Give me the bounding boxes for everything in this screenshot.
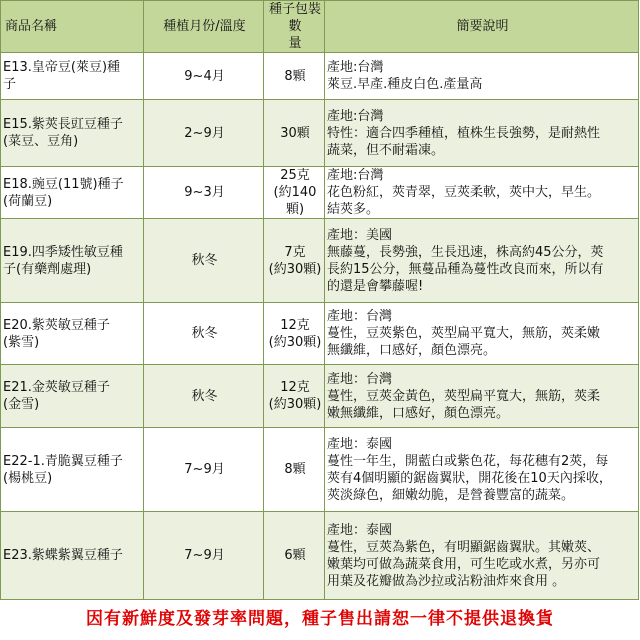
- description-cell: [325, 100, 639, 167]
- header-quantity-line: 種子包裝數: [268, 2, 321, 34]
- season-cell: 9~4月: [144, 53, 264, 100]
- description-cell-line: 花色粉紅，莢青翠，豆莢柔軟，莢中大，早生。: [327, 185, 601, 200]
- season-cell: 9~3月: [144, 167, 264, 219]
- description-cell: [325, 167, 639, 219]
- header-row: [1, 1, 639, 53]
- description-cell: [325, 303, 639, 365]
- product-name-cell: [1, 365, 144, 428]
- description-cell-line: 蔓性，豆莢金黃色，莢型扁平寬大，無筋，莢柔: [327, 388, 601, 404]
- product-name-cell-line: E13.皇帝豆(萊豆)種: [3, 60, 121, 75]
- quantity-cell-line: 12克: [280, 317, 310, 333]
- description-cell: [325, 219, 639, 303]
- quantity-cell-line: 30顆: [280, 125, 310, 141]
- quantity-cell-line: (約30顆): [268, 334, 322, 350]
- description-cell-line: 莢有4個明顯的鋸齒翼狀，開花後在10天內採收，: [327, 470, 612, 486]
- description-cell-line: 的還是會攀藤喔!: [327, 278, 424, 294]
- description-cell: [325, 53, 639, 100]
- product-name-cell-line: (荷蘭豆): [3, 193, 53, 209]
- description-cell-line: 產地:台灣: [327, 168, 384, 183]
- quantity-cell-line: 8顆: [284, 68, 306, 84]
- description-cell-line: 產地：泰國: [327, 436, 393, 452]
- season-cell: 2~9月: [144, 100, 264, 167]
- description-cell-line: 特性：適合四季種植，植株生長強勢，是耐熱性: [327, 125, 601, 141]
- product-name-cell: [1, 303, 144, 365]
- product-name-cell: [1, 100, 144, 167]
- product-name-cell: [1, 219, 144, 303]
- quantity-cell-line: 7克: [284, 244, 306, 260]
- table-row: [1, 512, 639, 600]
- product-name-cell-line: 子: [3, 77, 17, 92]
- description-cell: [325, 428, 639, 512]
- product-name-cell-line: 子(有藥劑處理): [3, 261, 92, 277]
- product-name-cell-line: E21.金莢敏豆種子: [3, 380, 110, 395]
- quantity-cell: [264, 53, 325, 100]
- description-cell: [325, 365, 639, 428]
- product-name-cell-line: (菜豆、豆角): [3, 134, 79, 149]
- quantity-cell: [264, 303, 325, 365]
- product-name-cell-line: (楊桃豆): [3, 470, 53, 486]
- description-cell-line: 無藤蔓，長勢強，生長迅速，株高約45公分，莢: [327, 244, 604, 260]
- quantity-cell: [264, 428, 325, 512]
- quantity-cell: [264, 219, 325, 303]
- description-cell-line: 蔓性，豆莢為紫色，有明顯鋸齒翼狀。其嫩莢、: [327, 539, 601, 555]
- product-name-cell-line: E15.紫莢長豇豆種子: [3, 117, 123, 132]
- quantity-cell-line: 25克: [280, 168, 310, 183]
- description-cell-line: 莢淡綠色，細嫩幼脆，是營養豐富的蔬菜。: [327, 487, 575, 503]
- product-name-cell-line: E18.豌豆(11號)種子: [3, 176, 124, 192]
- quantity-cell: [264, 512, 325, 600]
- header-season: 種植月份/溫度: [144, 1, 264, 53]
- header-name: 商品名稱: [1, 1, 144, 53]
- season-cell: 7~9月: [144, 512, 264, 600]
- product-name-cell: [1, 53, 144, 100]
- quantity-cell-line: 12克: [280, 380, 310, 395]
- product-name-cell: [1, 512, 144, 600]
- table-row: [1, 167, 639, 219]
- header-desc: 簡要說明: [325, 1, 639, 53]
- description-cell-line: 嫩無纖維，口感好，顏色漂亮。: [327, 405, 510, 421]
- quantity-cell-line: 8顆: [284, 462, 306, 477]
- product-name-cell-line: E23.紫蝶紫翼豆種子: [3, 548, 123, 563]
- description-cell-line: 長約15公分，無蔓品種為蔓性改良而來，所以有: [327, 261, 604, 277]
- product-name-cell-line: E22-1.青脆翼豆種子: [3, 453, 123, 469]
- season-cell: 秋冬: [144, 303, 264, 365]
- quantity-cell-line: 6顆: [284, 548, 306, 563]
- no-return-notice: 因有新鮮度及發芽率問題，種子售出請恕一律不提供退換貨: [86, 609, 554, 629]
- description-cell-line: 產地:台灣: [327, 60, 384, 75]
- description-cell: [325, 512, 639, 600]
- header-quantity: [264, 1, 325, 53]
- description-cell-line: 產地：美國: [327, 227, 393, 243]
- product-name-cell: [1, 428, 144, 512]
- product-name-cell-line: E19.四季矮性敏豆種: [3, 244, 123, 260]
- description-cell-line: 蔓性一年生，開藍白或紫色花，每花穗有2莢，每: [327, 453, 609, 469]
- season-cell: 秋冬: [144, 365, 264, 428]
- description-cell-line: 嫩葉均可做為蔬菜食用，可生吃或水煮，另亦可: [327, 556, 601, 572]
- table-row: [1, 428, 639, 512]
- quantity-cell-line: (約30顆): [268, 397, 322, 412]
- table-row: [1, 53, 639, 100]
- quantity-cell-line: (約140顆): [273, 185, 317, 217]
- description-cell-line: 蔓性，豆莢紫色，莢型扁平寬大，無筋，莢柔嫩: [327, 326, 601, 341]
- quantity-cell: [264, 365, 325, 428]
- season-cell: 7~9月: [144, 428, 264, 512]
- product-name-cell-line: (金雪): [3, 397, 40, 412]
- product-name-cell-line: (紫雪): [3, 334, 40, 350]
- description-cell-line: 萊豆.早產.種皮白色.產量高: [327, 77, 483, 92]
- quantity-cell: [264, 167, 325, 219]
- description-cell-line: 產地：台灣: [327, 371, 393, 387]
- table-row: [1, 100, 639, 167]
- product-name-cell: [1, 167, 144, 219]
- product-name-cell-line: E20.紫莢敏豆種子: [3, 317, 110, 333]
- header-quantity-line: 量: [288, 36, 302, 51]
- description-cell-line: 無纖維，口感好，顏色漂亮。: [327, 343, 497, 358]
- season-cell: 秋冬: [144, 219, 264, 303]
- description-cell-line: 產地：台灣: [327, 309, 393, 324]
- description-cell-line: 產地：泰國: [327, 522, 393, 538]
- quantity-cell-line: (約30顆): [268, 261, 322, 277]
- table-row: [1, 219, 639, 303]
- description-cell-line: 結莢多。: [327, 202, 380, 217]
- description-cell-line: 產地:台灣: [327, 108, 384, 124]
- description-cell-line: 用葉及花瓣做為沙拉或沾粉油炸來食用 。: [327, 573, 566, 589]
- table-row: [1, 365, 639, 428]
- description-cell-line: 蔬菜，但不耐霜凍。: [327, 142, 445, 158]
- table-row: [1, 303, 639, 365]
- quantity-cell: [264, 100, 325, 167]
